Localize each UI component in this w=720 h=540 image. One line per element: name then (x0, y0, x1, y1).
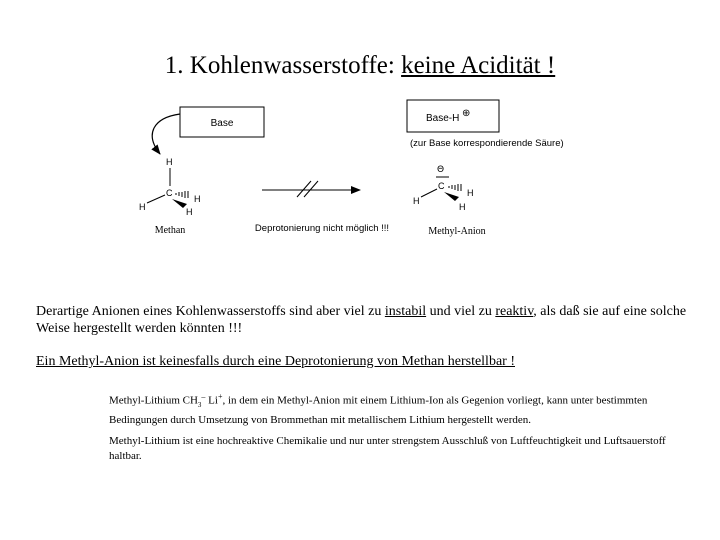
note-methyl-lithium (109, 389, 689, 428)
methane-h-left: H (139, 202, 146, 212)
paragraph-conclusion: Ein Methyl-Anion ist keinesfalls durch eine Deprotonierung von Methan herstellbar ! (36, 354, 515, 369)
note1-part3: , in dem ein Methyl-Anion mit einem Lithium-Ion als Gegenion vorliegt, kann unter bestimmten Bedingungen durch Umsetzung von Brommethan mit metallischem Lithium hergestellt werden. (109, 394, 648, 426)
base-h-label: Base-H (426, 113, 460, 124)
minus-charge: Θ (437, 165, 445, 175)
anion-h-right: H (467, 188, 474, 198)
anion-c: C (438, 181, 445, 191)
arrow-cross-2 (304, 181, 318, 197)
anion-h-left: H (413, 196, 420, 206)
note1-part2: Li (205, 394, 218, 407)
anion-h-bottom: H (459, 202, 466, 212)
paragraph1-part1: Derartige Anionen eines Kohlenwasserstoffs sind aber viel zu (36, 304, 385, 319)
paragraph1-line2: Weise hergestellt werden könnten !!! (36, 321, 243, 336)
curved-arrow (152, 114, 180, 154)
conjugate-acid-note: (zur Base korrespondierende Säure) (410, 138, 564, 149)
methyl-anion-structure (413, 165, 474, 212)
word-reaktiv: reaktiv (495, 304, 534, 319)
methane-label: Methan (154, 225, 186, 236)
word-instabil: instabil (384, 304, 427, 319)
methane-h-top: H (166, 157, 173, 167)
methane-c: C (166, 188, 173, 198)
title-underlined: keine Acidität ! (401, 52, 556, 79)
reaction-diagram (0, 0, 720, 260)
arrow-cross-1 (297, 181, 311, 197)
methane-structure (139, 157, 201, 217)
base-label: Base (210, 118, 234, 129)
paragraph1-part2: und viel zu (426, 304, 496, 319)
paragraph-instability (36, 303, 696, 337)
plus-charge: ⊕ (462, 108, 471, 119)
methane-h-bottom: H (186, 207, 193, 217)
arrow-label: Deprotonierung nicht möglich !!! (254, 223, 390, 234)
note-reactivity: Methyl-Lithium ist eine hochreaktive Chemikalie und nur unter strengstem Ausschluß von Luftfeuchtigkeit und Luftsauerstoff haltbar. (109, 435, 666, 462)
paragraph1-part3: , als daß sie auf eine solche (533, 304, 687, 319)
title-prefix: 1. Kohlenwasserstoffe: (164, 52, 402, 79)
methyl-anion-label: Methyl-Anion (428, 226, 486, 237)
note1-sub: 3 (197, 400, 202, 409)
note1-part1: Methyl-Lithium CH (109, 394, 198, 407)
note1-sup2: + (217, 392, 223, 401)
note1-sup: – (201, 392, 206, 401)
methane-h-right: H (194, 194, 201, 204)
